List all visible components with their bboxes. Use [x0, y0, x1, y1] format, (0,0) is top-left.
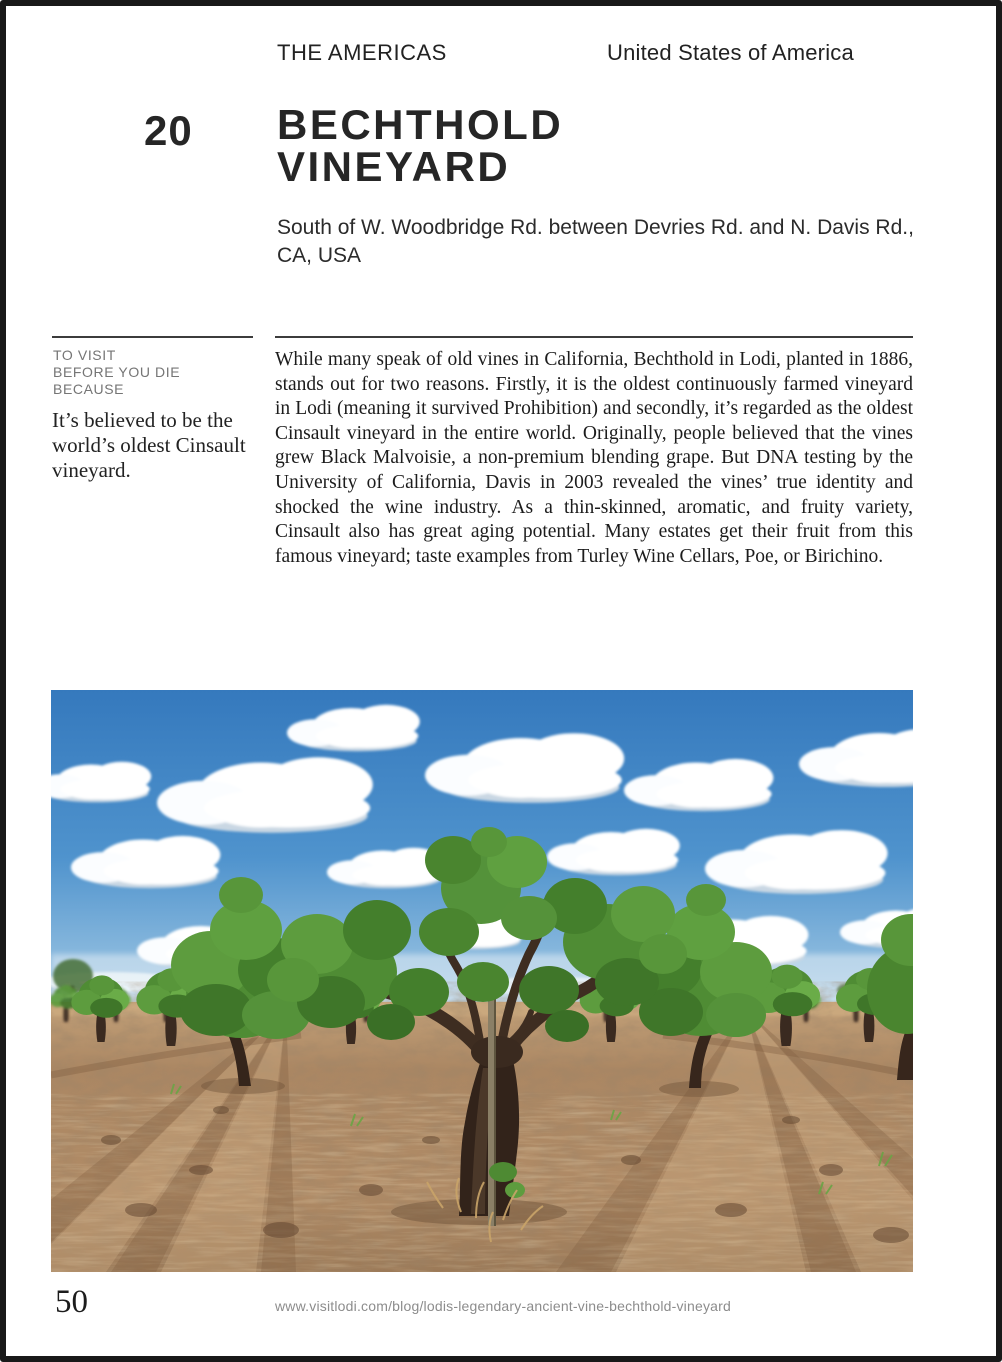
- running-head-section: THE AMERICAS: [277, 40, 447, 65]
- running-head-country: United States of America: [607, 40, 854, 65]
- page-title-line1: BECHTHOLD: [277, 101, 564, 148]
- sidebar-rule: [52, 336, 253, 338]
- footer-url: www.visitlodi.com/blog/lodis-legendary-ancient-vine-bechthold-vineyard: [275, 1298, 731, 1314]
- sidebar-label-line2: BEFORE YOU DIE: [53, 364, 181, 380]
- body-paragraph: While many speak of old vines in California, Bechthold in Lodi, planted in 1886, stands out for two reasons. Firstly, it is the oldest continuously farmed vineyard in Lodi (meaning it survived Prohibition) and secondly, it’s regarded as the oldest Cinsault vineyard in the entire world. Originally, people believed that the vines grew Black Malvoisie, a non-premium blending grape. But DNA testing by the University of California, Davis in 2003 revealed the vines’ true identity and shocked the wine industry. As a thin-skinned, aromatic, and fruity variety, Cinsault also has great aging potential. Many estates get their fruit from this famous vineyard; taste examples from Turley Wine Cellars, Poe, or Birichino.: [275, 349, 913, 567]
- page-number: 50: [55, 1284, 88, 1320]
- page-title: [277, 101, 564, 190]
- sidebar-reason: It’s believed to be the world’s oldest Cinsault vineyard.: [52, 408, 246, 482]
- vineyard-address: South of W. Woodbridge Rd. between Devries Rd. and N. Davis Rd., CA, USA: [277, 216, 914, 267]
- sidebar-label-line3: BECAUSE: [53, 381, 125, 397]
- sidebar-label-line1: TO VISIT: [53, 347, 116, 363]
- body-rule: [275, 336, 913, 338]
- entry-number: 20: [144, 107, 193, 154]
- page-title-line2: VINEYARD: [277, 143, 511, 190]
- vineyard-photo-art: [51, 690, 913, 1272]
- vineyard-photo: [51, 690, 913, 1272]
- sidebar-label: [53, 347, 180, 398]
